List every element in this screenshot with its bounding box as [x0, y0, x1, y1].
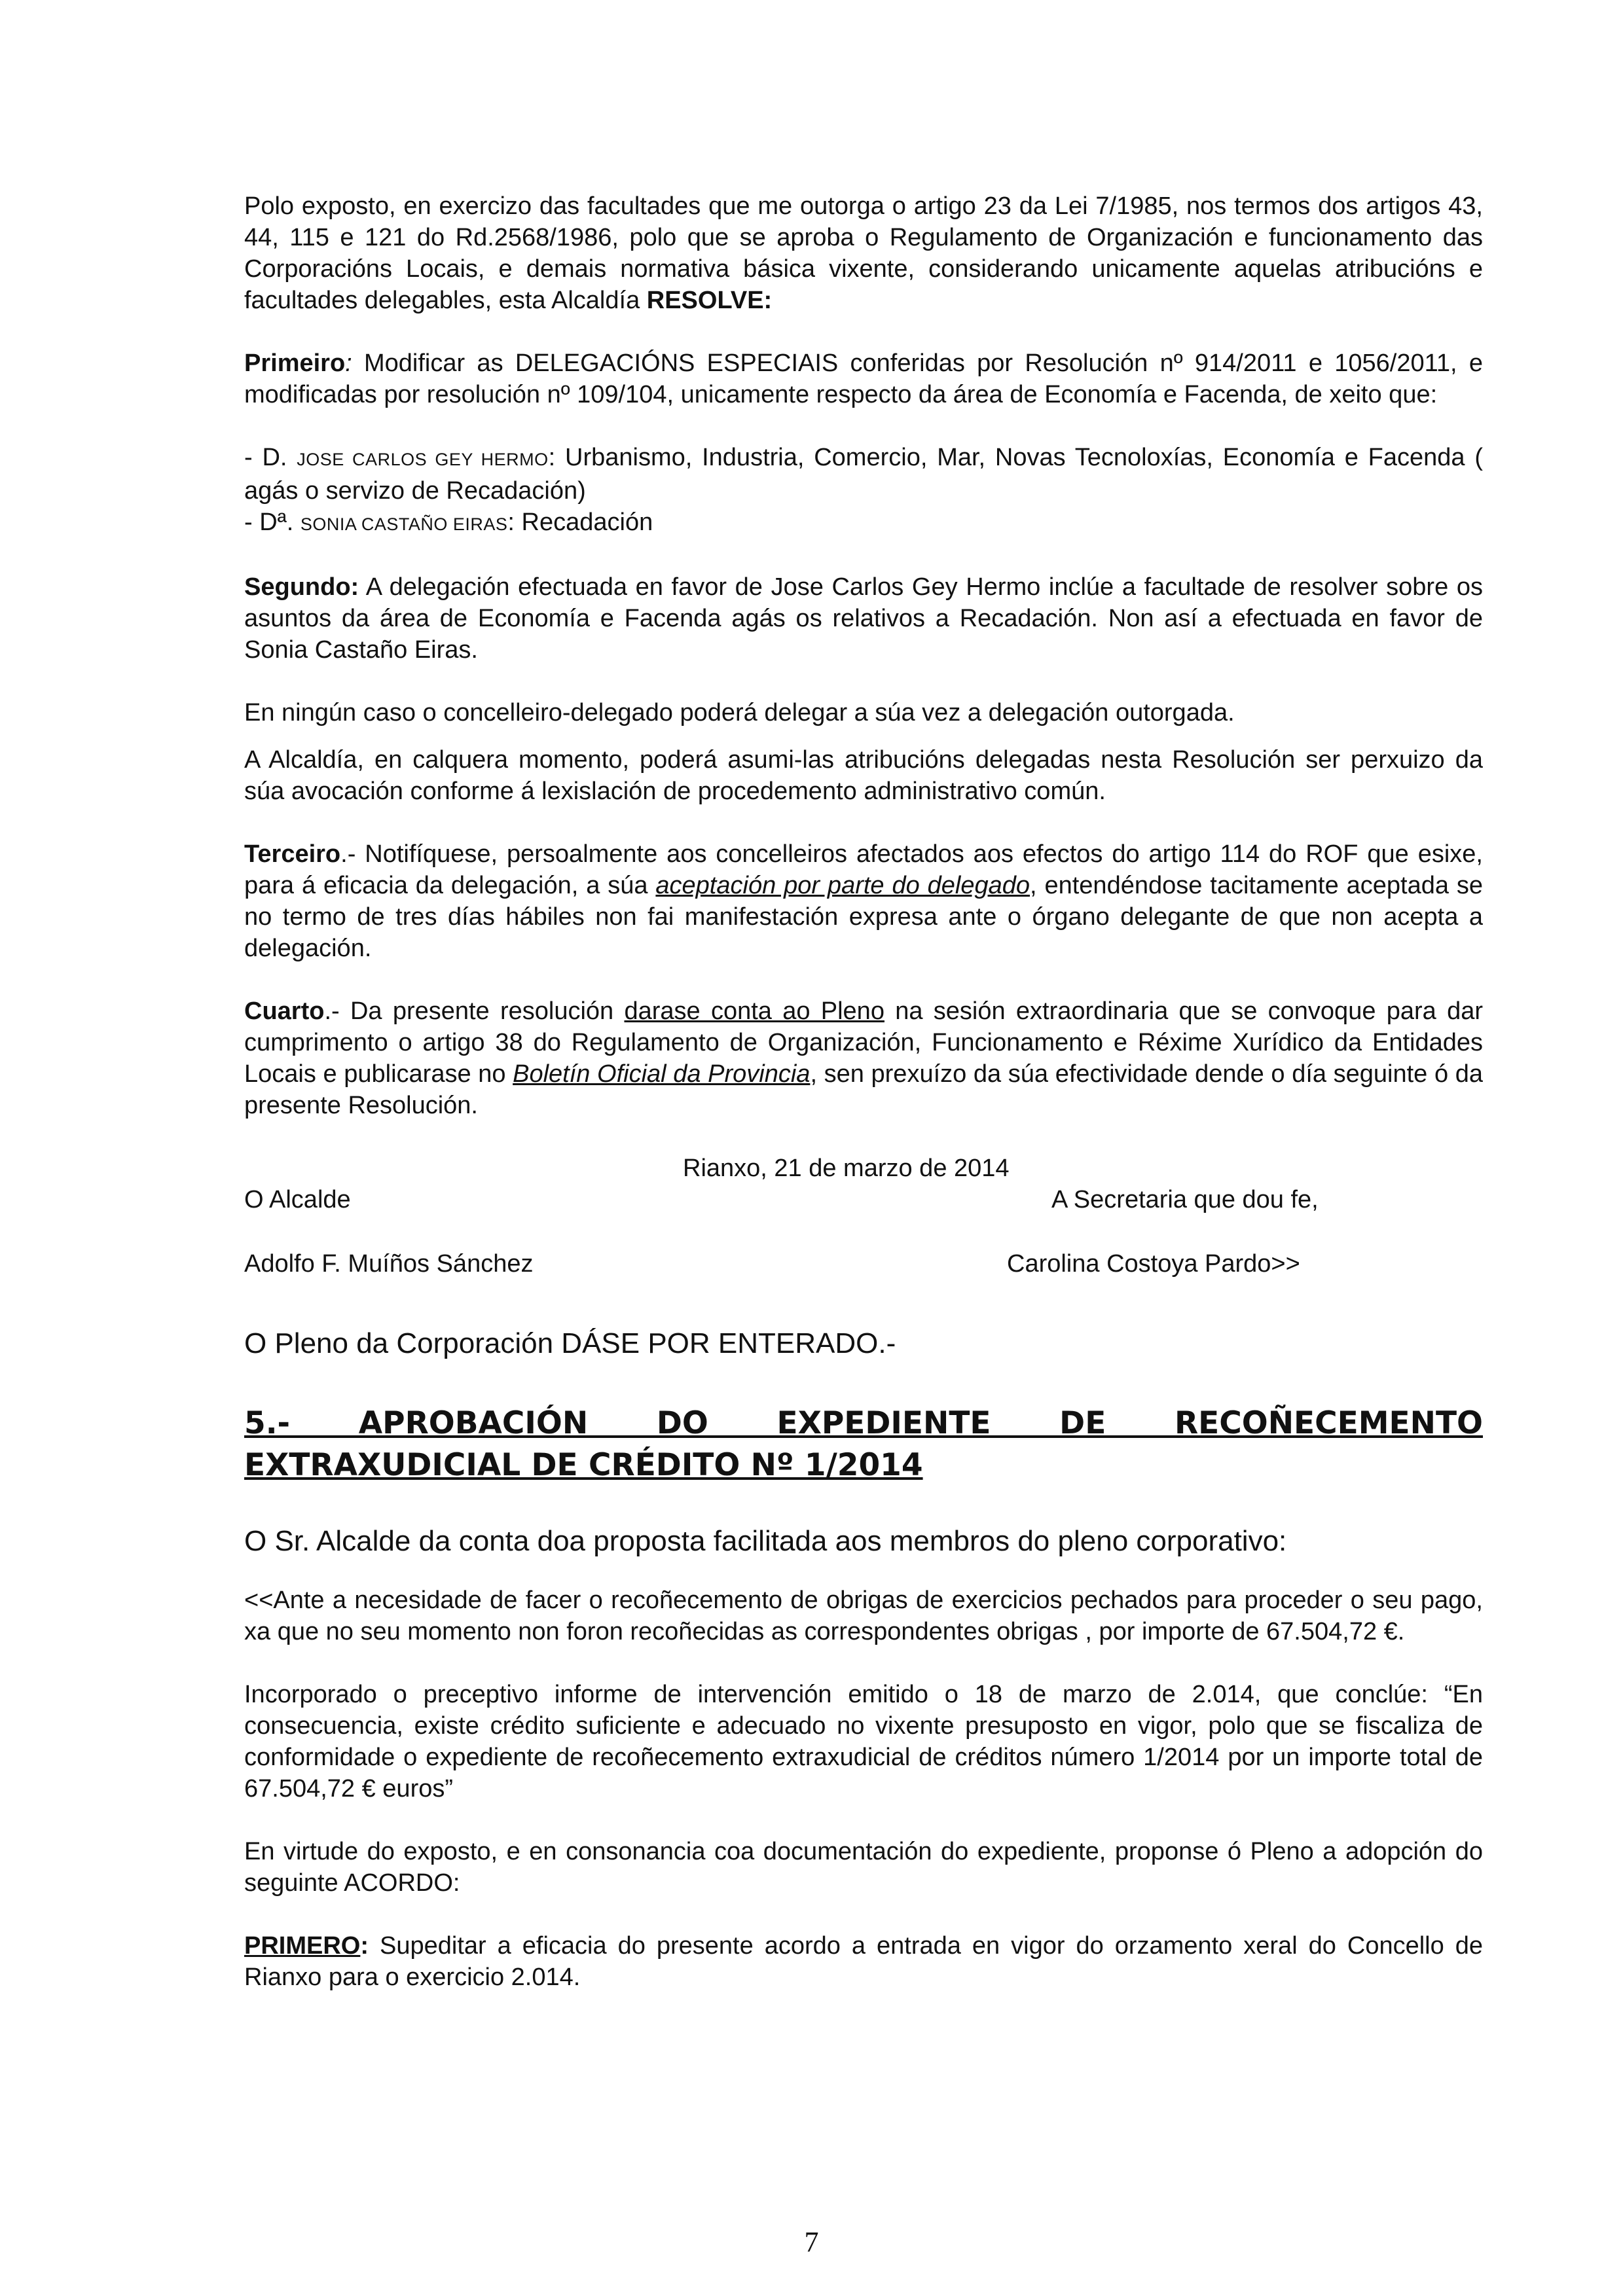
- cuarto-underlined-1: darase conta ao Pleno: [624, 997, 884, 1025]
- left-signer-name: Adolfo F. Muíños Sánchez: [244, 1250, 534, 1278]
- paragraph-primero: [244, 1930, 1483, 1993]
- delegation-item-2: [244, 507, 1483, 540]
- resolve-keyword: RESOLVE:: [646, 287, 773, 314]
- paragraph-intro: O Sr. Alcalde da conta doa proposta facilitada aos membros do pleno corporativo:: [244, 1525, 1287, 1557]
- paragraph-terceiro: [244, 838, 1483, 964]
- primeiro-label: Primeiro: [244, 350, 346, 377]
- preamble-text: Polo exposto, en exercizo das facultades que me outorga o artigo 23 da Lei 7/1985, nos termos dos artigos 43, 44, 115 e 121 do Rd.2568/1986, polo que se aproba o Regulamento de Organización e funcionamento das Corporacións Locais, e demais normativa básica vixente, considerando unicamente aquelas atribucións e facultades delegables, esta Alcaldía: [244, 192, 1483, 314]
- delegation-2-text: : Recadación: [507, 509, 653, 536]
- right-signer-name: Carolina Costoya Pardo>>: [1007, 1250, 1300, 1278]
- document-body: [244, 190, 1483, 1993]
- cuarto-text-3: , sen prexuízo da súa efectividade dende o día seguinte ó da presente Resolución.: [244, 1060, 1483, 1119]
- terceiro-text-1: .- Notifíquese, persoalmente aos concelleiros afectados aos efectos do artigo 114 do ROF que esixe, para á eficacia da delegación, a súa: [244, 840, 1483, 899]
- place-date: Rianxo, 21 de marzo de 2014: [683, 1155, 1010, 1182]
- segundo-text: A delegación efectuada en favor de Jose Carlos Gey Hermo inclúe a facultade de resolver sobre os asuntos da área de Economía e Facenda agás os relativos a Recadación. Non así a efectuada en favor de Sonia Castaño Eiras.: [244, 573, 1483, 664]
- delegation-1-name: JOSE CARLOS GEY HERMO: [297, 450, 549, 469]
- delegation-item-1: [244, 442, 1483, 507]
- delegations-list: [244, 442, 1483, 540]
- paragraph-cuarto: [244, 996, 1483, 1121]
- cuarto-underlined-2: Boletín Oficial da Provincia: [513, 1060, 811, 1088]
- left-signer-title: O Alcalde: [244, 1186, 351, 1213]
- paragraph-ante: <<Ante a necesidade de facer o recoñecemento de obrigas de exercicios pechados para proceder o seu pago, xa que no seu momento non foron recoñecidas as correspondentes obrigas , por importe de 67.504,72 €.: [244, 1587, 1483, 1645]
- section-heading-line-1: 5.- APROBACIÓN DO EXPEDIENTE DE RECOÑECEMENTO: [244, 1405, 1483, 1441]
- cuarto-text-1: .- Da presente resolución: [324, 997, 625, 1025]
- paragraph-virtude: En virtude do exposto, e en consonancia coa documentación do expediente, proponse ó Pleno a adopción do seguinte ACORDO:: [244, 1838, 1483, 1897]
- signature-names-row: [244, 1248, 1483, 1280]
- primeiro-text: Modificar as DELEGACIÓNS ESPECIAIS conferidas por Resolución nº 914/2011 e 1056/2011, e modificadas por resolución nº 109/104, unicamente respecto da área de Economía e Facenda, de xeito que:: [244, 350, 1483, 408]
- delegation-2-name: SONIA CASTAÑO EIRAS: [300, 514, 508, 534]
- primero-colon: :: [360, 1932, 369, 1960]
- signature-block: [244, 1153, 1483, 1280]
- plenary-note: O Pleno da Corporación DÁSE POR ENTERADO.-: [244, 1327, 896, 1359]
- delegation-1-prefix: - D.: [244, 444, 297, 471]
- paragraph-alcaldia: A Alcaldía, en calquera momento, poderá asumi-las atribucións delegadas nesta Resolución ser perxuizo da súa avocación conforme á lexislación de procedemento administrativo común.: [244, 746, 1483, 805]
- signature-titles-row: [244, 1184, 1483, 1215]
- cuarto-label: Cuarto: [244, 997, 325, 1025]
- primeiro-colon: :: [345, 350, 352, 377]
- terceiro-text-2: , entendéndose tacitamente aceptada se no termo de tres días hábiles non fai manifestación expresa ante o órgano delegante de que non acepta a delegación.: [244, 872, 1484, 962]
- paragraph-ningun-caso: En ningún caso o concelleiro-delegado poderá delegar a súa vez a delegación outorgada.: [244, 699, 1235, 726]
- paragraph-preamble: [244, 190, 1483, 316]
- delegation-2-prefix: - Dª.: [244, 509, 301, 536]
- primero-label: PRIMERO: [244, 1932, 361, 1960]
- terceiro-label: Terceiro: [244, 840, 341, 868]
- segundo-label: Segundo:: [244, 573, 359, 601]
- delegation-1-text: : Urbanismo, Industria, Comercio, Mar, Novas Tecnoloxías, Economía e Facenda ( agás o servizo de Recadación): [244, 444, 1483, 505]
- primero-text: Supeditar a eficacia do presente acordo a entrada en vigor do orzamento xeral do Concello de Rianxo para o exercicio 2.014.: [244, 1932, 1483, 1991]
- paragraph-incorporado: Incorporado o preceptivo informe de intervención emitido o 18 de marzo de 2.014, que conclúe: “En consecuencia, existe crédito suficiente e adecuado no vixente presuposto en vigor, polo que se fiscaliza de conformidade o expediente de recoñecemento extraxudicial de créditos número 1/2014 por un importe total de 67.504,72 € euros”: [244, 1681, 1483, 1803]
- section-heading-line-2: EXTRAXUDICIAL DE CRÉDITO Nº 1/2014: [244, 1447, 923, 1483]
- paragraph-primeiro: [244, 348, 1483, 410]
- right-signer-title: A Secretaria que dou fe,: [1051, 1186, 1319, 1213]
- paragraph-segundo: [244, 571, 1483, 666]
- section-heading: [244, 1403, 1483, 1486]
- terceiro-underlined: aceptación por parte do delegado: [655, 872, 1030, 899]
- page-number: 7: [804, 2226, 819, 2258]
- cuarto-text-2: na sesión extraordinaria que se convoque para dar cumprimento o artigo 38 do Regulamento de Organización, Funcionamento e Réxime Xurídico da Entidades Locais e publicarase no: [244, 997, 1484, 1088]
